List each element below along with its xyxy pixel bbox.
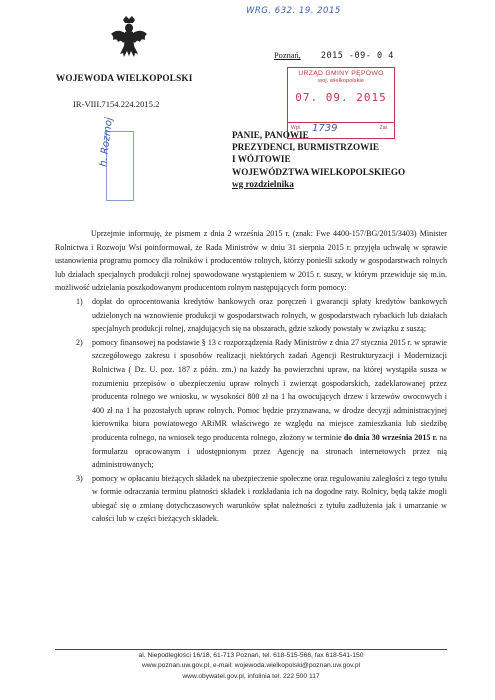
stamp-region: woj. wielkopolskie: [317, 78, 365, 84]
letter-body: [55, 227, 447, 526]
list-item: [55, 336, 447, 472]
distribution-list-note: wg rozdzielnika: [232, 178, 294, 189]
stamp-received-date: 07. 09. 2015: [295, 91, 387, 104]
footer-web-email: www.poznan.uw.gov.pl, e-mail: wojewoda.wielkopolski@poznan.uw.gov.pl: [141, 662, 361, 670]
issuer-name: WOJEWODA WIELKOPOLSKI: [56, 73, 193, 83]
list-item: [55, 472, 447, 526]
stamp-wpl-label: Wpł.: [291, 125, 301, 131]
list-item-text: pomocy w opłacaniu bieżących składek na ubezpieczenie społeczne oraz regulowaniu zaległości z tego tytułu w formie odraczania terminu płatności składek i rozkładania ich na dogodne raty. Rolnicy, będą także mogli ubiegać się o zmianę dotychczasowych warunków spłat należności z tytułu zadłużenia jak i umarzanie w całości lub w części bieżących składek.: [92, 473, 447, 524]
addressee-line-3: I WÓJTOWIE: [232, 154, 291, 165]
list-item-text: pomocy finansowej na podstawie § 13 c rozporządzenia Rady Ministrów z dnia 27 stycznia 2015 r. w sprawie szczegółowego zakresu i sposobów realizacji niektórych zadań Agencji Restrukturyzacji i Modernizacji Rolnictwa ( Dz. U. poz. 187 z późn. zm.) na każdy ha powierzchni upraw, na której wystąpiła susza w rozumieniu przepisów o ubezpieczeniu upraw rolnych i zwierząt gospodarskich, zadeklarowanej przez producenta rolnego we wniosku, w wysokości 800 zł na 1 ha owocujących drzew i krzewów owocowych i 400 zł na 1 ha pozostałych upraw rolnych. Pomoc będzie przyznawana, w drodze decyzji administracyjnej kierownika biura powiatowego ARiMR właściwego ze względu na miejsce zamieszkania lub siedzibę producenta rolnego, na wniosek tego producenta rolnego, złożony w terminie: [92, 337, 447, 442]
deadline-text: do dnia 30 września 2015 r.: [343, 432, 438, 442]
place-and-date: [274, 51, 394, 61]
intro-paragraph: Uprzejmie informuję, że pismem z dnia 2 września 2015 r. (znak: Fwe 4400-157/BG/2015/3403) Minister Rolnictwa i Rozwoju Wsi poinformował, że Rada Ministrów w dniu 31 sierpnia 2015 r. przyjęła uchwałę w sprawie ustanowienia programu pomocy dla rolników i producentów rolnych, którzy ponieśli szkody w gospodarstwach rolnych lub działach specjalnych produkcji rolnej spowodowane wystąpieniem w 2015 r. suszy, w którym przewiduje się m.in. możliwość udzielania poszkodowanym producentom rolnym następujących form pomocy:: [55, 229, 447, 293]
footer: [55, 651, 447, 682]
footer-divider: [55, 649, 447, 650]
addressee-block: [232, 129, 462, 190]
handwritten-annotation: h. Rozmoj: [98, 116, 115, 168]
addressee-line-2: PREZYDENCI, BURMISTRZOWIE: [232, 142, 380, 153]
list-item-text-continued: na formularzu opracowanym i udostępnionym przez Agencję na stronach internetowych przez nią administrowanych;: [92, 432, 447, 470]
place-name: Poznań,: [274, 51, 301, 60]
list-item-text: dopłat do oprocentowania kredytów bankowych oraz poręczeń i gwarancji spłaty kredytów bankowych udzielonych na wznowienie produkcji w gospodarstwach rolnych, w gospodarstwach rybackich lub działach specjalnych produkcji rolnej, znajdujących się na obszarach, gdzie szkody powstały w związku z suszą;: [92, 296, 447, 334]
addressee-line-4: WOJEWÓDZTWA WIELKOPOLSKIEGO: [232, 166, 406, 177]
stamp-entry-number: 1739: [312, 123, 338, 134]
case-reference: IR-VIII.7154.224.2015.2: [73, 99, 160, 109]
list-item: [55, 295, 447, 336]
footer-web-infoline: www.obywatel.gov.pl, infolinia tel. 222 500 117: [182, 672, 320, 680]
stamp-office: URZĄD GMINY PĘPOWO: [298, 70, 384, 77]
stamp-attachments-label: Zał.: [379, 125, 388, 131]
addressee-line-1: PANIE, PANOWIE: [232, 130, 309, 140]
polish-eagle-emblem-icon: [109, 14, 149, 60]
handwritten-reference-number: WRG. 632. 19. 2015: [246, 6, 341, 16]
document-date: 2015 -09- 0 4: [320, 51, 394, 61]
list-marker: 3): [76, 473, 83, 483]
list-marker: 1): [76, 296, 83, 306]
footer-address: al. Niepodległości 16/18, 61-713 Poznań, tel. 618-515-566, fax 618-541-150: [138, 652, 364, 659]
list-marker: 2): [76, 337, 83, 347]
